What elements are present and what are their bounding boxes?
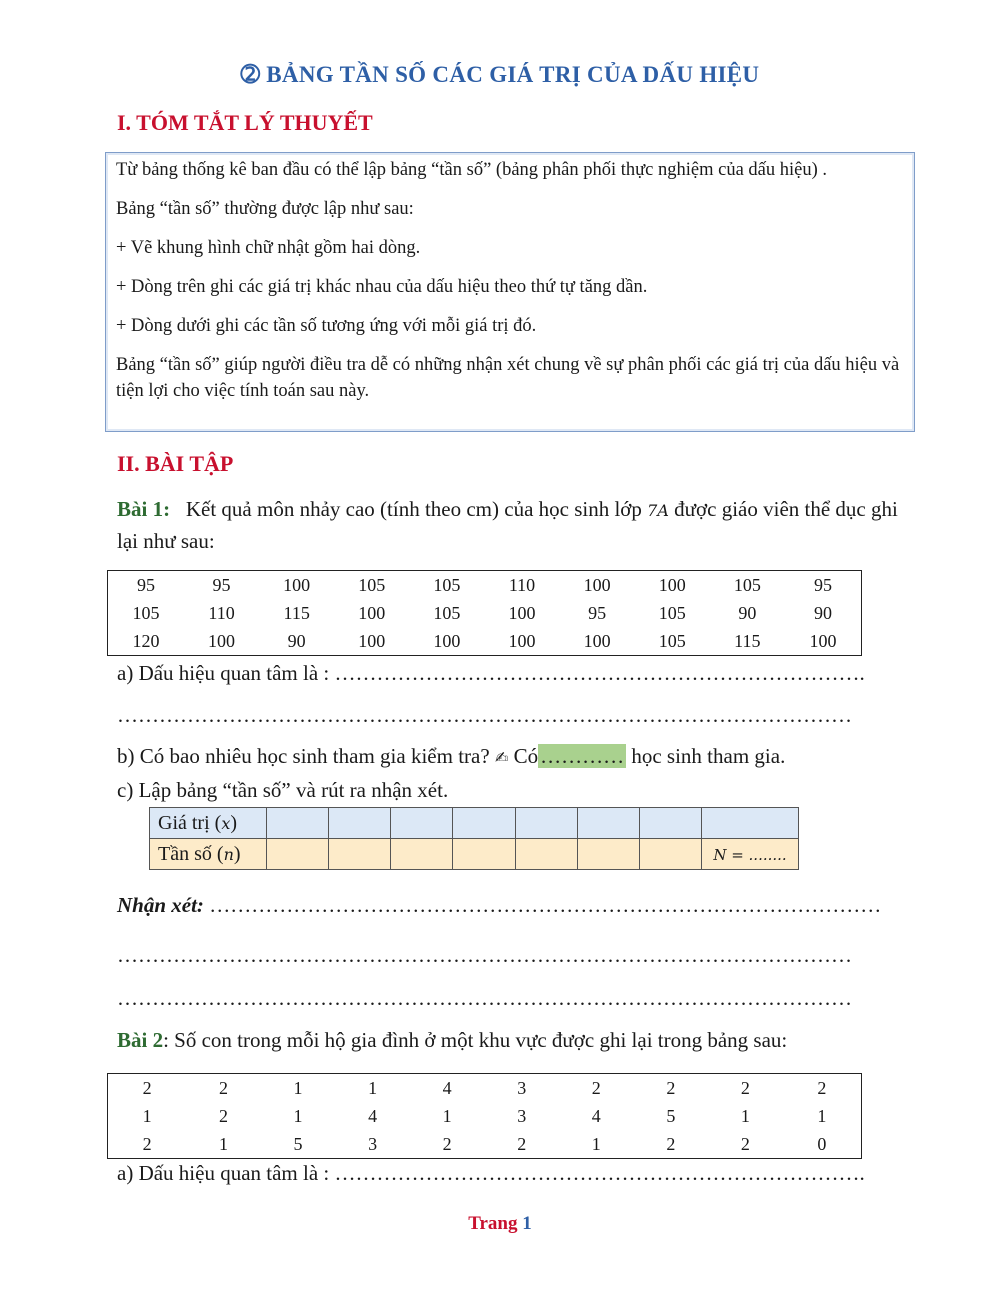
frequency-cell[interactable] bbox=[515, 839, 577, 870]
remark-label: Nhận xét: bbox=[117, 893, 204, 917]
theory-paragraph: + Dòng dưới ghi các tần số tương ứng với mỗi giá trị đó. bbox=[116, 316, 537, 336]
table-cell: 90 bbox=[287, 630, 306, 651]
pencil-icon: ✍ bbox=[494, 748, 509, 767]
table-row bbox=[108, 1102, 862, 1130]
table-cell: 115 bbox=[283, 602, 310, 623]
bai1-question-b-text: b) Có bao nhiêu học sinh tham gia kiểm tra? bbox=[117, 744, 490, 768]
table-cell: 110 bbox=[508, 574, 536, 595]
bai2-text: : Số con trong mỗi hộ gia đình ở một khu vực được ghi lại trong bảng sau: bbox=[163, 1028, 788, 1052]
bai1-question-a: a) Dấu hiệu quan tâm là : …………………………………………………………………. bbox=[117, 661, 865, 685]
table-cell: 120 bbox=[132, 630, 160, 651]
frequency-row-values bbox=[150, 808, 799, 839]
table-cell: 105 bbox=[433, 602, 461, 623]
bai1-question-c: c) Lập bảng “tần số” và rút ra nhận xét. bbox=[117, 778, 449, 802]
bai1-answer-blank[interactable]: ………… bbox=[540, 744, 625, 768]
frequency-cell[interactable] bbox=[639, 839, 701, 870]
table-cell: 105 bbox=[658, 602, 686, 623]
table-cell: 2 bbox=[740, 1133, 750, 1154]
table-cell: 100 bbox=[809, 630, 837, 651]
frequency-row-values-label: Giá trị (x) bbox=[150, 808, 267, 839]
table-row bbox=[108, 599, 862, 627]
table-cell: 100 bbox=[358, 602, 386, 623]
table-cell: 100 bbox=[358, 630, 386, 651]
table-cell: 3 bbox=[368, 1133, 378, 1154]
bai1-text-before: Kết quả môn nhảy cao (tính theo cm) của học sinh lớp bbox=[185, 497, 642, 521]
table-cell: 0 bbox=[817, 1133, 827, 1154]
table-cell: 1 bbox=[740, 1105, 750, 1126]
frequency-cell[interactable] bbox=[267, 808, 329, 839]
table-cell: 1 bbox=[293, 1105, 303, 1126]
page-number: 1 bbox=[522, 1213, 532, 1234]
table-cell: 1 bbox=[218, 1133, 228, 1154]
bai1-question-b-co: Có bbox=[513, 744, 539, 768]
bai2-label: Bài 2 bbox=[117, 1028, 164, 1052]
frequency-row-counts bbox=[150, 839, 799, 870]
frequency-cell[interactable] bbox=[702, 808, 799, 839]
table-cell: 4 bbox=[368, 1105, 378, 1126]
bai1-class-name: 7A bbox=[647, 501, 669, 520]
frequency-cell[interactable] bbox=[329, 808, 391, 839]
table-cell: 4 bbox=[591, 1105, 601, 1126]
table-cell: 95 bbox=[588, 602, 607, 623]
frequency-cell[interactable] bbox=[391, 808, 453, 839]
table-cell: 100 bbox=[583, 630, 611, 651]
bai1-remark bbox=[117, 890, 881, 921]
frequency-cell[interactable] bbox=[577, 808, 639, 839]
theory-paragraph: Từ bảng thống kê ban đầu có thể lập bảng “tần số” (bảng phân phối thực nghiệm của dấu hiệu) . bbox=[116, 160, 828, 180]
bai1-question-b-suffix: học sinh tham gia. bbox=[631, 744, 786, 768]
table-cell: 105 bbox=[132, 602, 160, 623]
frequency-row-counts-label: Tần số (n) bbox=[150, 839, 267, 870]
table-cell: 2 bbox=[218, 1077, 228, 1098]
table-cell: 2 bbox=[142, 1077, 152, 1098]
table-cell: 100 bbox=[658, 574, 686, 595]
frequency-cell[interactable] bbox=[329, 839, 391, 870]
table-cell: 2 bbox=[666, 1077, 676, 1098]
bai1-text-after: được giáo viên thể dục ghi lại như sau: bbox=[117, 497, 898, 553]
table-cell: 2 bbox=[740, 1077, 750, 1098]
theory-paragraph: + Dòng trên ghi các giá trị khác nhau của dấu hiệu theo thứ tự tăng dần. bbox=[116, 277, 648, 297]
remark-line: …………………………………………………………………………………… bbox=[209, 893, 882, 917]
bai1-label: Bài 1: bbox=[117, 497, 171, 521]
table-cell: 100 bbox=[208, 630, 236, 651]
table-cell: 1 bbox=[442, 1105, 452, 1126]
remark-line: …………………………………………………………………………………………… bbox=[117, 943, 852, 967]
table-cell: 115 bbox=[734, 630, 761, 651]
table-cell: 1 bbox=[591, 1133, 601, 1154]
table-cell: 4 bbox=[442, 1077, 452, 1098]
theory-paragraph: + Vẽ khung hình chữ nhật gồm hai dòng. bbox=[116, 238, 421, 258]
table-cell: 1 bbox=[293, 1077, 303, 1098]
table-cell: 3 bbox=[517, 1077, 527, 1098]
table-row bbox=[108, 1130, 862, 1159]
table-cell: 90 bbox=[738, 602, 757, 623]
table-row bbox=[108, 1074, 862, 1103]
table-row bbox=[108, 627, 862, 656]
theory-box bbox=[105, 152, 915, 432]
table-cell: 2 bbox=[218, 1105, 228, 1126]
frequency-cell[interactable] bbox=[453, 808, 515, 839]
bai1-data-table bbox=[107, 570, 862, 656]
page-footer bbox=[0, 1213, 1000, 1235]
table-cell: 2 bbox=[817, 1077, 827, 1098]
table-cell: 105 bbox=[658, 630, 686, 651]
remark-line: …………………………………………………………………………………………… bbox=[117, 986, 852, 1010]
page-title: ➁ BẢNG TẦN SỐ CÁC GIÁ TRỊ CỦA DẤU HIỆU bbox=[240, 62, 760, 87]
frequency-total[interactable]: N = ........ bbox=[702, 839, 799, 870]
bai1-question-a-line: …………………………………………………………………………………………… bbox=[117, 703, 852, 727]
table-cell: 95 bbox=[212, 574, 231, 595]
table-cell: 100 bbox=[583, 574, 611, 595]
frequency-cell[interactable] bbox=[639, 808, 701, 839]
table-cell: 100 bbox=[508, 630, 536, 651]
frequency-cell[interactable] bbox=[391, 839, 453, 870]
table-cell: 2 bbox=[591, 1077, 601, 1098]
table-cell: 90 bbox=[813, 602, 832, 623]
table-cell: 3 bbox=[517, 1105, 527, 1126]
bai2-question-a: a) Dấu hiệu quan tâm là : …………………………………………………………………. bbox=[117, 1161, 865, 1185]
table-cell: 100 bbox=[283, 574, 311, 595]
bai1-question-b bbox=[117, 741, 785, 773]
frequency-cell[interactable] bbox=[267, 839, 329, 870]
table-row bbox=[108, 571, 862, 600]
section-heading-theory: I. TÓM TẮT LÝ THUYẾT bbox=[117, 110, 373, 135]
table-cell: 110 bbox=[208, 602, 235, 623]
table-cell: 2 bbox=[666, 1133, 676, 1154]
table-cell: 100 bbox=[433, 630, 461, 651]
table-cell: 2 bbox=[142, 1133, 152, 1154]
table-cell: 95 bbox=[137, 574, 155, 595]
bai1-prompt bbox=[117, 494, 917, 557]
table-cell: 5 bbox=[666, 1105, 676, 1126]
table-cell: 100 bbox=[508, 602, 536, 623]
frequency-cell[interactable] bbox=[515, 808, 577, 839]
frequency-table bbox=[149, 807, 799, 870]
table-cell: 105 bbox=[433, 574, 461, 595]
bai2-prompt bbox=[117, 1025, 787, 1056]
table-cell: 5 bbox=[293, 1133, 303, 1154]
bai2-data-table bbox=[107, 1073, 862, 1159]
theory-paragraph: Bảng “tần số” thường được lập như sau: bbox=[116, 199, 414, 219]
frequency-cell[interactable] bbox=[577, 839, 639, 870]
table-cell: 1 bbox=[817, 1105, 827, 1126]
table-cell: 95 bbox=[813, 574, 832, 595]
section-heading-exercises: II. BÀI TẬP bbox=[117, 451, 234, 476]
footer-word: Trang bbox=[468, 1213, 518, 1234]
frequency-cell[interactable] bbox=[453, 839, 515, 870]
table-cell: 2 bbox=[442, 1133, 452, 1154]
table-cell: 1 bbox=[368, 1077, 378, 1098]
theory-paragraph: Bảng “tần số” giúp người điều tra dễ có những nhận xét chung về sự phân phối các giá trị của dấu hiệu và tiện lợi cho việc tính toán sau này. bbox=[116, 355, 900, 401]
table-cell: 105 bbox=[733, 574, 761, 595]
table-cell: 105 bbox=[358, 574, 386, 595]
table-cell: 2 bbox=[517, 1133, 527, 1154]
table-cell: 1 bbox=[142, 1105, 152, 1126]
